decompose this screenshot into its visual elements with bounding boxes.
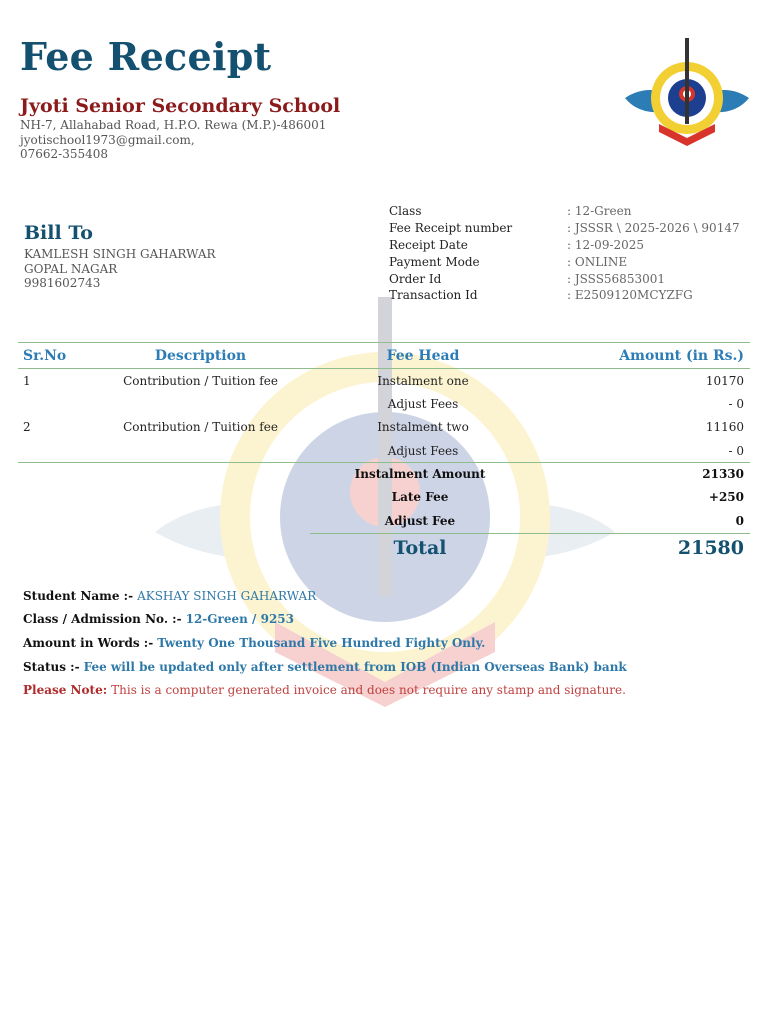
cell-srno: 1 bbox=[23, 373, 31, 388]
receipt-info-value: : JSSSR \ 2025-2026 \ 90147 bbox=[567, 221, 740, 236]
table-row bbox=[18, 439, 750, 463]
student-details bbox=[23, 584, 627, 702]
class-admission-line bbox=[23, 608, 627, 632]
cell-fee-head: Instalment two bbox=[377, 420, 469, 435]
bill-to-name: KAMLESH SINGH GAHARWAR bbox=[24, 247, 216, 261]
student-name-value: AKSHAY SINGH GAHARWAR bbox=[137, 588, 317, 603]
cell-fee-head: Adjust Fees bbox=[387, 396, 459, 411]
class-admission-label: Class / Admission No. :- bbox=[23, 612, 182, 627]
receipt-info-value: : JSSS56853001 bbox=[567, 271, 665, 286]
amount-words-value: Twenty One Thousand Five Hundred Fighty Only. bbox=[157, 635, 486, 650]
status-line bbox=[23, 655, 627, 679]
student-name-line bbox=[23, 584, 627, 608]
fee-summary bbox=[310, 462, 750, 563]
bill-to-block bbox=[24, 247, 216, 291]
col-header-fee-head: Fee Head bbox=[278, 343, 568, 369]
cell-description bbox=[123, 392, 278, 416]
receipt-info-label: Receipt Date bbox=[389, 237, 468, 252]
receipt-info-row bbox=[389, 220, 740, 237]
table-row bbox=[18, 369, 750, 393]
school-contact bbox=[20, 118, 326, 162]
page-title: Fee Receipt bbox=[20, 34, 272, 79]
bill-to-heading: Bill To bbox=[24, 222, 93, 244]
status-value: Fee will be updated only after settlement from IOB (Indian Overseas Bank) bank bbox=[83, 659, 627, 674]
cell-fee-head: Instalment one bbox=[377, 373, 469, 388]
cell-description: Contribution / Tuition fee bbox=[123, 373, 278, 388]
amount-words-label: Amount in Words :- bbox=[23, 635, 154, 650]
receipt-info-row bbox=[389, 270, 740, 287]
cell-description: Contribution / Tuition fee bbox=[123, 420, 278, 435]
summary-row-instalment bbox=[310, 462, 750, 486]
school-email: jyotischool1973@gmail.com, bbox=[20, 132, 195, 147]
col-header-srno: Sr.No bbox=[18, 343, 123, 369]
late-fee-value: +250 bbox=[708, 490, 744, 505]
summary-row-adjust-fee bbox=[310, 509, 750, 533]
instalment-amount-value: 21330 bbox=[702, 466, 744, 481]
receipt-info bbox=[389, 203, 740, 304]
school-logo bbox=[623, 36, 751, 154]
table-row bbox=[18, 416, 750, 440]
cell-srno bbox=[18, 392, 123, 416]
class-admission-value: 12-Green / 9253 bbox=[185, 612, 294, 627]
receipt-info-value: : ONLINE bbox=[567, 254, 628, 269]
bill-to-phone: 9981602743 bbox=[24, 276, 101, 290]
school-phone: 07662-355408 bbox=[20, 147, 109, 161]
amount-words-line bbox=[23, 631, 627, 655]
summary-row-late-fee bbox=[310, 486, 750, 510]
summary-row-total bbox=[310, 533, 750, 563]
cell-amount: 10170 bbox=[705, 373, 744, 388]
note-value: This is a computer generated invoice and does not require any stamp and signature. bbox=[111, 683, 626, 698]
school-name: Jyoti Senior Secondary School bbox=[20, 95, 341, 117]
cell-fee-head: Adjust Fees bbox=[278, 439, 568, 463]
note-label: Please Note: bbox=[23, 683, 108, 698]
col-header-amount: Amount (in Rs.) bbox=[568, 343, 750, 369]
receipt-info-value: : E2509120MCYZFG bbox=[567, 288, 693, 303]
receipt-info-label: Class bbox=[389, 204, 422, 219]
receipt-info-label: Fee Receipt number bbox=[389, 221, 513, 236]
adjust-fee-value: 0 bbox=[735, 513, 744, 528]
cell-amount: - 0 bbox=[728, 396, 744, 411]
fee-table-header bbox=[18, 343, 750, 369]
receipt-info-value: : 12-09-2025 bbox=[567, 237, 645, 252]
table-row bbox=[18, 392, 750, 416]
adjust-fee-label: Adjust Fee bbox=[384, 513, 456, 528]
col-header-description: Description bbox=[123, 343, 278, 369]
receipt-info-label: Transaction Id bbox=[389, 288, 478, 303]
late-fee-label: Late Fee bbox=[391, 490, 449, 505]
bill-to-address: GOPAL NAGAR bbox=[24, 261, 118, 276]
receipt-info-label: Payment Mode bbox=[389, 254, 480, 269]
school-address: NH-7, Allahabad Road, H.P.O. Rewa (M.P.)-486001 bbox=[20, 118, 327, 132]
note-line bbox=[23, 678, 627, 702]
receipt-info-row bbox=[389, 203, 740, 220]
status-label: Status :- bbox=[23, 659, 80, 674]
total-label: Total bbox=[393, 537, 447, 559]
receipt-info-row bbox=[389, 237, 740, 254]
cell-srno: 2 bbox=[23, 420, 31, 435]
receipt-info-row bbox=[389, 287, 740, 304]
fee-table bbox=[18, 342, 750, 463]
student-name-label: Student Name :- bbox=[23, 588, 134, 603]
receipt-info-row bbox=[389, 253, 740, 270]
cell-description bbox=[123, 439, 278, 463]
cell-amount: 11160 bbox=[705, 420, 744, 435]
total-value: 21580 bbox=[677, 537, 744, 559]
cell-srno bbox=[18, 439, 123, 463]
receipt-info-value: : 12-Green bbox=[567, 204, 632, 219]
receipt-info-label: Order Id bbox=[389, 271, 442, 286]
cell-amount: - 0 bbox=[568, 439, 750, 463]
instalment-amount-label: Instalment Amount bbox=[354, 466, 486, 481]
